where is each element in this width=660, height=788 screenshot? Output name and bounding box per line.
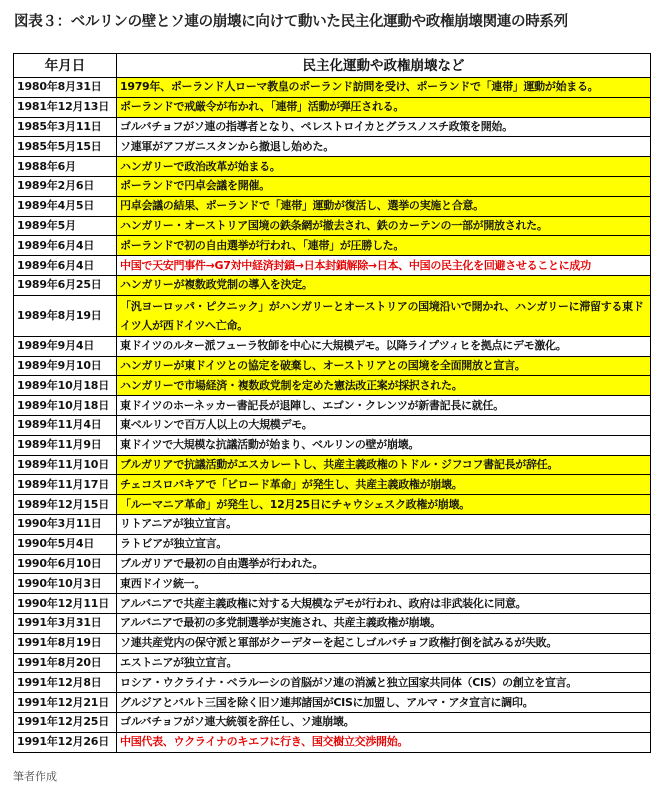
row-event: 東ドイツのホーネッカー書記長が退陣し、エゴン・クレンツが新書記長に就任。 bbox=[117, 396, 651, 416]
table-row bbox=[14, 196, 651, 216]
row-date: 1989年8月19日 bbox=[14, 295, 117, 336]
row-date: 1989年11月4日 bbox=[14, 415, 117, 435]
row-event: ハンガリー・オーストリア国境の鉄条網が撤去され、鉄のカーテンの一部が開放された。 bbox=[117, 216, 651, 236]
row-event: グルジアとバルト三国を除く旧ソ連邦諸国がCISに加盟し、アルマ・アタ宣言に調印。 bbox=[117, 693, 651, 713]
table-row bbox=[14, 415, 651, 435]
table-row bbox=[14, 376, 651, 396]
row-date: 1985年3月11日 bbox=[14, 117, 117, 137]
row-date: 1989年6月4日 bbox=[14, 256, 117, 276]
table-row bbox=[14, 732, 651, 752]
table-body bbox=[14, 78, 651, 753]
row-date: 1989年2月6日 bbox=[14, 176, 117, 196]
table-row bbox=[14, 514, 651, 534]
row-date: 1988年6月 bbox=[14, 157, 117, 177]
row-event: 中国代表、ウクライナのキエフに行き、国交樹立交渉開始。 bbox=[117, 732, 651, 752]
row-event: ソ連軍がアフガニスタンから撤退し始めた。 bbox=[117, 137, 651, 157]
table-row bbox=[14, 534, 651, 554]
table-row bbox=[14, 336, 651, 356]
row-date: 1981年12月13日 bbox=[14, 97, 117, 117]
row-event: ハンガリーで政治改革が始まる。 bbox=[117, 157, 651, 177]
table-row bbox=[14, 137, 651, 157]
table-row bbox=[14, 495, 651, 515]
row-event: ハンガリーが複数政党制の導入を決定。 bbox=[117, 275, 651, 295]
row-date: 1989年10月18日 bbox=[14, 376, 117, 396]
row-event: 「ルーマニア革命」が発生し、12月25日にチャウシェスク政権が崩壊。 bbox=[117, 495, 651, 515]
row-date: 1991年3月31日 bbox=[14, 613, 117, 633]
table-row bbox=[14, 594, 651, 614]
figure-title: 図表３：ベルリンの壁とソ連の崩壊に向けて動いた民主化運動や政権崩壊関連の時系列 bbox=[14, 14, 568, 30]
table-row bbox=[14, 236, 651, 256]
row-date: 1991年8月19日 bbox=[14, 633, 117, 653]
row-event: エストニアが独立宣言。 bbox=[117, 653, 651, 673]
chronology-table bbox=[13, 53, 651, 753]
table-row bbox=[14, 396, 651, 416]
row-event: ロシア・ウクライナ・ベラルーシの首脳がソ連の消滅と独立国家共同体（CIS）の創立を宣言。 bbox=[117, 673, 651, 693]
row-date: 1989年11月17日 bbox=[14, 475, 117, 495]
table-row bbox=[14, 613, 651, 633]
table-row bbox=[14, 275, 651, 295]
row-date: 1989年9月4日 bbox=[14, 336, 117, 356]
row-event: ラトビアが独立宣言。 bbox=[117, 534, 651, 554]
table-row bbox=[14, 157, 651, 177]
row-event: アルバニアで最初の多党制選挙が実施され、共産主義政権が崩壊。 bbox=[117, 613, 651, 633]
row-event: アルバニアで共産主義政権に対する大規模なデモが行われ、政府は非武装化に同意。 bbox=[117, 594, 651, 614]
row-date: 1985年5月15日 bbox=[14, 137, 117, 157]
row-event: ポーランドで戒厳令が布かれ、「連帯」活動が弾圧される。 bbox=[117, 97, 651, 117]
row-event: 東ドイツのルター派フューラ牧師を中心に大規模デモ。以降ライプツィヒを拠点にデモ激化。 bbox=[117, 336, 651, 356]
table-row bbox=[14, 216, 651, 236]
row-date: 1989年9月10日 bbox=[14, 356, 117, 376]
row-event: 円卓会議の結果、ポーランドで「連帯」運動が復活し、選挙の実施と合意。 bbox=[117, 196, 651, 216]
row-event: 東ドイツで大規模な抗議活動が始まり、ベルリンの壁が崩壊。 bbox=[117, 435, 651, 455]
table-header-row bbox=[14, 54, 651, 78]
table-row bbox=[14, 673, 651, 693]
table-row bbox=[14, 554, 651, 574]
table-row bbox=[14, 78, 651, 98]
table-row bbox=[14, 117, 651, 137]
row-date: 1990年12月11日 bbox=[14, 594, 117, 614]
row-date: 1990年10月3日 bbox=[14, 574, 117, 594]
row-date: 1991年12月21日 bbox=[14, 693, 117, 713]
row-event: ブルガリアで最初の自由選挙が行われた。 bbox=[117, 554, 651, 574]
row-event: 「汎ヨーロッパ・ピクニック」がハンガリーとオーストリアの国境沿いで開かれ、ハンガリーに滞留する東ドイツ人が西ドイツへ亡命。 bbox=[117, 295, 651, 336]
table-row bbox=[14, 295, 651, 336]
row-date: 1991年12月25日 bbox=[14, 712, 117, 732]
row-date: 1989年6月4日 bbox=[14, 236, 117, 256]
table-row bbox=[14, 435, 651, 455]
row-event: ポーランドで初の自由選挙が行われ、「連帯」が圧勝した。 bbox=[117, 236, 651, 256]
row-date: 1991年12月26日 bbox=[14, 732, 117, 752]
table-row bbox=[14, 693, 651, 713]
row-date: 1990年5月4日 bbox=[14, 534, 117, 554]
table-row bbox=[14, 97, 651, 117]
row-date: 1989年12月15日 bbox=[14, 495, 117, 515]
table-row bbox=[14, 455, 651, 475]
row-date: 1989年6月25日 bbox=[14, 275, 117, 295]
table-row bbox=[14, 176, 651, 196]
header-event: 民主化運動や政権崩壊など bbox=[117, 54, 651, 78]
header-date: 年月日 bbox=[14, 54, 117, 78]
row-event: ゴルバチョフがソ連大統領を辞任し、ソ連崩壊。 bbox=[117, 712, 651, 732]
source-note: 筆者作成 bbox=[13, 770, 57, 783]
row-event: 東ベルリンで百万人以上の大規模デモ。 bbox=[117, 415, 651, 435]
row-event: 中国で天安門事件→G7対中経済封鎖→日本封鎖解除→日本、中国の民主化を回避させることに成功 bbox=[117, 256, 651, 276]
row-event: チェコスロバキアで「ビロード革命」が発生し、共産主義政権が崩壊。 bbox=[117, 475, 651, 495]
row-date: 1989年4月5日 bbox=[14, 196, 117, 216]
row-date: 1989年10月18日 bbox=[14, 396, 117, 416]
row-event: ソ連共産党内の保守派と軍部がクーデターを起こしゴルバチョフ政権打倒を試みるが失敗。 bbox=[117, 633, 651, 653]
row-date: 1989年5月 bbox=[14, 216, 117, 236]
row-event: ブルガリアで抗議活動がエスカレートし、共産主義政権のトドル・ジフコフ書記長が辞任。 bbox=[117, 455, 651, 475]
table-row bbox=[14, 574, 651, 594]
row-date: 1990年6月10日 bbox=[14, 554, 117, 574]
table-row bbox=[14, 475, 651, 495]
table-row bbox=[14, 256, 651, 276]
row-event: ハンガリーで市場経済・複数政党制を定めた憲法改正案が採択された。 bbox=[117, 376, 651, 396]
row-date: 1991年12月8日 bbox=[14, 673, 117, 693]
row-event: ポーランドで円卓会議を開催。 bbox=[117, 176, 651, 196]
row-date: 1990年3月11日 bbox=[14, 514, 117, 534]
row-date: 1989年11月10日 bbox=[14, 455, 117, 475]
table-row bbox=[14, 712, 651, 732]
row-date: 1980年8月31日 bbox=[14, 78, 117, 98]
table-row bbox=[14, 653, 651, 673]
row-event: 1979年、ポーランド人ローマ教皇のポーランド訪問を受け、ポーランドで「連帯」運動が始まる。 bbox=[117, 78, 651, 98]
row-date: 1991年8月20日 bbox=[14, 653, 117, 673]
table-row bbox=[14, 633, 651, 653]
table-row bbox=[14, 356, 651, 376]
row-event: 東西ドイツ統一。 bbox=[117, 574, 651, 594]
row-date: 1989年11月9日 bbox=[14, 435, 117, 455]
row-event: リトアニアが独立宣言。 bbox=[117, 514, 651, 534]
row-event: ゴルバチョフがソ連の指導者となり、ペレストロイカとグラスノスチ政策を開始。 bbox=[117, 117, 651, 137]
row-event: ハンガリーが東ドイツとの協定を破棄し、オーストリアとの国境を全面開放と宣言。 bbox=[117, 356, 651, 376]
